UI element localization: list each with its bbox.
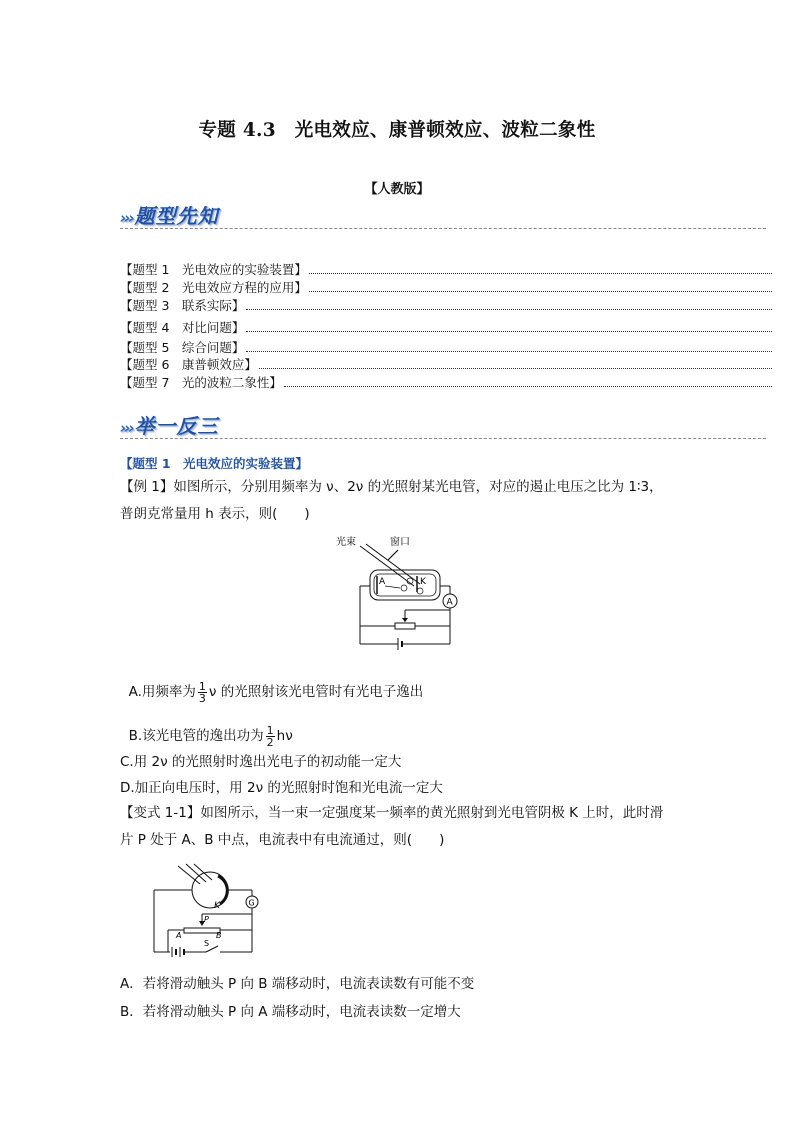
beam-label: 光束 xyxy=(336,537,356,548)
phototube-circuit-figure xyxy=(330,534,470,650)
option-b[interactable]: B.该光电管的逸出功为 $\frac{1}{2}$ hν xyxy=(128,723,293,749)
variant-option-b[interactable]: B．若将滑动触头 P 向 A 端移动时，电流表读数一定增大 xyxy=(120,1004,461,1020)
toc-item-1[interactable]: 【题型 1 光电效应的实验装置】 xyxy=(120,262,772,277)
fraction: $\frac{1}{2}$ xyxy=(266,723,274,749)
banner-text: 题型先知 xyxy=(134,204,219,228)
variant-1-1-stem: 【变式 1-1】如图所示，当一束一定强度某一频率的黄光照射到光电管阴极 K 上时，此时滑 片 P 处于 A、B 中点，电流表中有电流通过，则( ) xyxy=(120,805,664,848)
cathode-label: K xyxy=(420,577,426,587)
divider xyxy=(120,438,766,439)
window-label: 窗口 xyxy=(390,537,410,548)
variant-option-a[interactable]: A．若将滑动触头 P 向 B 端移动时，电流表读数有可能不变 xyxy=(120,976,475,992)
edition-label: 【人教版】 xyxy=(364,182,430,197)
ammeter-label: A xyxy=(446,597,453,608)
section-heading: 【题型 1 光电效应的实验装置】 xyxy=(120,456,309,471)
triple-arrow-icon: ››› xyxy=(120,419,133,437)
banner-examples xyxy=(120,410,219,438)
end-a-label: A xyxy=(176,931,182,940)
triple-arrow-icon: ››› xyxy=(120,209,133,227)
toc-item-2[interactable]: 【题型 2 光电效应方程的应用】 xyxy=(120,280,772,295)
toc-item-7[interactable]: 【题型 7 光的波粒二象性】 xyxy=(120,375,772,390)
switch-label: S xyxy=(204,939,210,948)
option-a[interactable]: A.用频率为 $\frac{1}{3}$ ν 的光照射该光电管时有光电子逸出 xyxy=(128,679,424,705)
yellow-light-circuit-figure xyxy=(148,862,264,958)
divider xyxy=(120,228,766,229)
toc-item-5[interactable]: 【题型 5 综合问题】 xyxy=(120,340,772,355)
galvanometer-label: G xyxy=(248,898,255,908)
banner-text: 举一反三 xyxy=(134,414,219,438)
page-title: 专题 4.3 光电效应、康普顿效应、波粒二象性 xyxy=(198,120,596,141)
option-c[interactable]: C.用 2ν 的光照射时逸出光电子的初动能一定大 xyxy=(120,754,402,770)
cathode-label: K xyxy=(214,901,220,911)
option-d[interactable]: D.加正向电压时，用 2ν 的光照射时饱和光电流一定大 xyxy=(120,780,443,796)
toc-item-3[interactable]: 【题型 3 联系实际】 xyxy=(120,298,772,313)
example-1-stem: 【例 1】如图所示，分别用频率为 ν、2ν 的光照射某光电管，对应的遏止电压之比为 1∶3， 普朗克常量用 h 表示，则( ) xyxy=(120,479,663,522)
anode-label: A xyxy=(379,577,386,587)
banner-question-types xyxy=(120,200,219,228)
slider-label: P xyxy=(204,915,209,924)
toc-item-6[interactable]: 【题型 6 康普顿效应】 xyxy=(120,357,772,372)
end-b-label: B xyxy=(216,931,222,940)
fraction: $\frac{1}{3}$ xyxy=(198,679,206,705)
toc-item-4[interactable]: 【题型 4 对比问题】 xyxy=(120,320,772,335)
